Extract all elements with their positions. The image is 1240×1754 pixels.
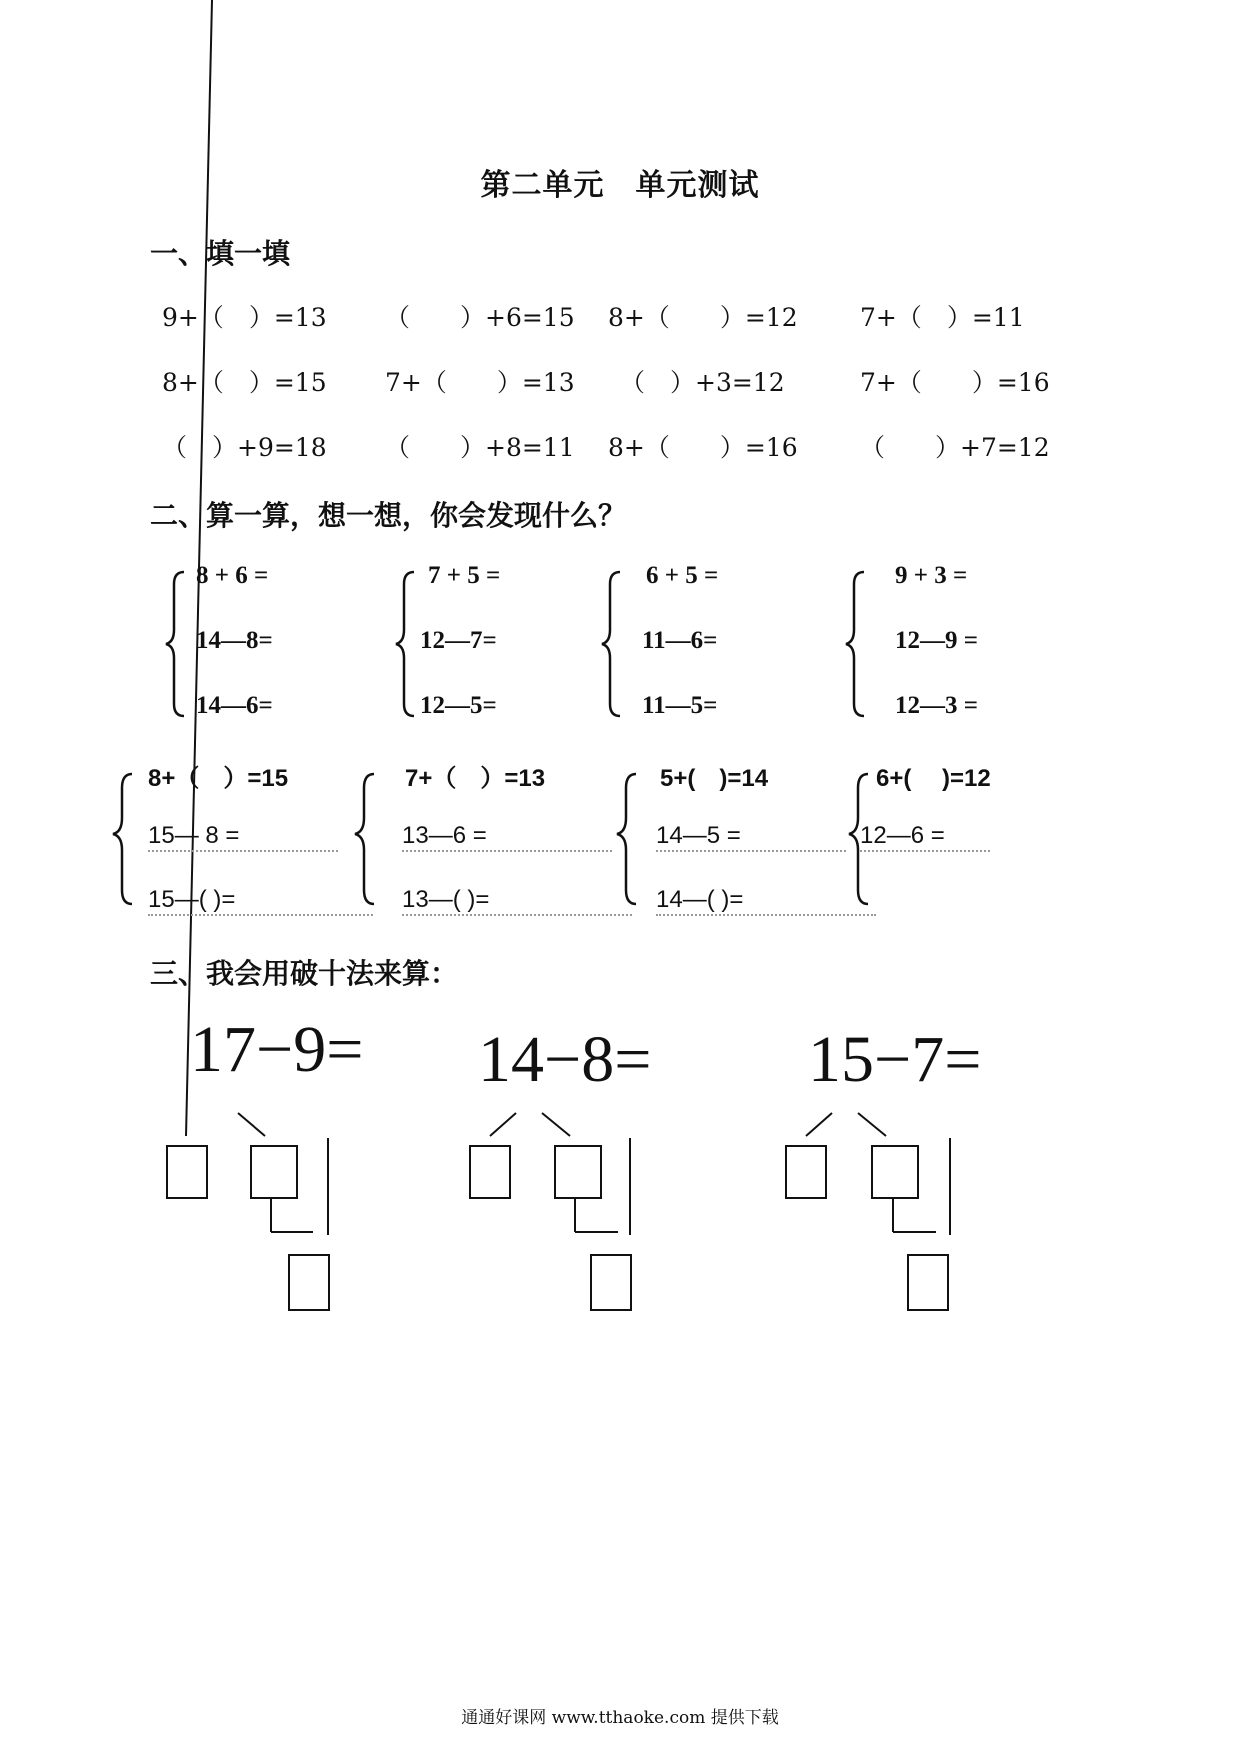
calc-item: 12—7=: [420, 627, 497, 654]
fill-item: 9+（ ）=13: [162, 303, 327, 332]
fill-item: 8+（ ）=16: [608, 433, 798, 462]
calc-item: 14—5 =: [656, 822, 846, 852]
calc-item: 13—( )=: [402, 886, 632, 916]
fill-item: 7+（ ）=11: [860, 303, 1025, 332]
answer-box: [555, 1146, 601, 1198]
fill-item: （ ）+6=15: [385, 303, 575, 332]
brace: [355, 774, 374, 904]
calc-item: 7+（ ）=13: [405, 765, 546, 792]
brace: [602, 572, 620, 716]
answer-box: [470, 1146, 510, 1198]
answer-box: [289, 1255, 329, 1310]
brace: [113, 774, 132, 904]
section-3-heading: 三、我会用破十法来算：: [150, 957, 459, 990]
fill-item: 8+（ ）=12: [608, 303, 798, 332]
answer-box: [251, 1146, 297, 1198]
calc-item: 6+( )=12: [876, 765, 991, 792]
brace: [617, 774, 636, 904]
calc-item: 8 + 6 =: [196, 562, 269, 589]
page-title: 第二单元 单元测试: [480, 168, 760, 203]
fill-item: 8+（ ）=15: [162, 368, 327, 397]
calc-item: 14—8=: [196, 627, 273, 654]
calc-item: 11—5=: [642, 692, 718, 719]
calc-item: 14—6=: [196, 692, 273, 719]
fill-item: （ ）+9=18: [162, 433, 327, 462]
subtraction-problem: 14−8=: [478, 1023, 652, 1096]
fill-item: 7+（ ）=16: [860, 368, 1050, 397]
section-2-heading: 二、算一算，想一想，你会发现什么？: [150, 499, 627, 532]
calc-item: 12—3 =: [895, 692, 978, 719]
fill-item: （ ）+7=12: [860, 433, 1050, 462]
brace: [166, 572, 184, 716]
calc-item: 14—( )=: [656, 886, 876, 916]
calc-item: 6 + 5 =: [646, 562, 719, 589]
brace: [846, 572, 864, 716]
subtraction-problem: 15−7=: [808, 1023, 982, 1096]
calc-item: 11—6=: [642, 627, 718, 654]
footer-text: 通通好课网 www.tthaoke.com 提供下载: [461, 1708, 779, 1728]
calc-item: 12—9 =: [895, 627, 978, 654]
fill-item: （ ）+8=11: [385, 433, 575, 462]
answer-box: [908, 1255, 948, 1310]
calc-item: 15— 8 =: [148, 822, 338, 852]
answer-box: [167, 1146, 207, 1198]
calc-item: 12—5=: [420, 692, 497, 719]
answer-box: [591, 1255, 631, 1310]
fill-item: 7+（ ）=13: [385, 368, 575, 397]
fill-item: （ ）+3=12: [620, 368, 785, 397]
calc-item: 12—6 =: [860, 822, 990, 852]
calc-item: 8+（ ）=15: [148, 765, 289, 792]
calc-item: 5+( )=14: [660, 765, 769, 792]
answer-box: [786, 1146, 826, 1198]
calc-item: 13—6 =: [402, 822, 612, 852]
section-1-heading: 一、填一填: [150, 237, 291, 270]
subtraction-problem: 17−9=: [190, 1013, 364, 1086]
calc-item: 9 + 3 =: [895, 562, 968, 589]
calc-item: 7 + 5 =: [428, 562, 501, 589]
calc-item: 15—( )=: [148, 886, 373, 916]
brace: [396, 572, 414, 716]
answer-box: [872, 1146, 918, 1198]
